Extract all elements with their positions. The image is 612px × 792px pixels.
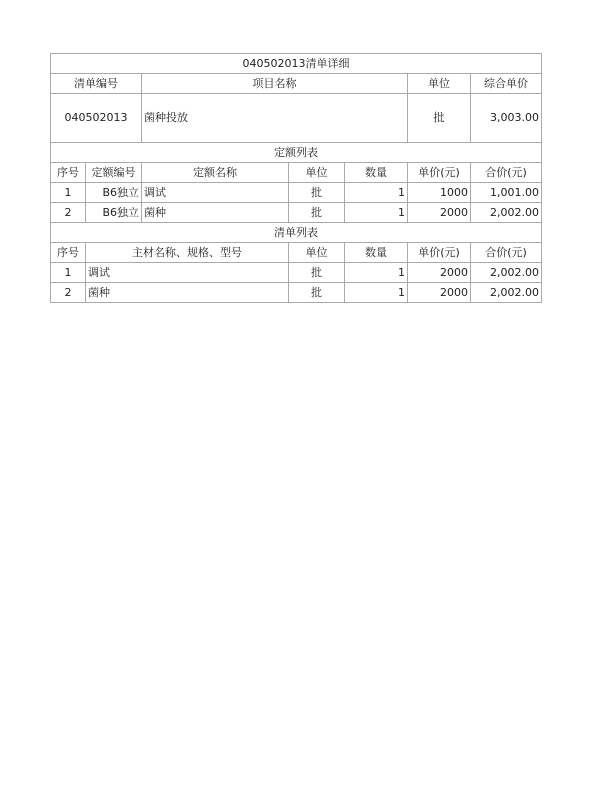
quota-header-qty: 数量 — [345, 163, 408, 183]
table-row — [51, 283, 542, 303]
quota-unit: 批 — [289, 183, 345, 203]
materials-header-seq: 序号 — [51, 243, 86, 263]
quota-total: 2,002.00 — [471, 203, 542, 223]
quota-name: 菌种 — [142, 203, 289, 223]
materials-header-name: 主材名称、规格、型号 — [86, 243, 289, 263]
header-unit: 单位 — [408, 74, 471, 94]
quota-price: 1000 — [408, 183, 471, 203]
materials-header-qty: 数量 — [345, 243, 408, 263]
header-item-name: 项目名称 — [142, 74, 408, 94]
bill-header-row — [51, 74, 542, 94]
quota-header-price: 单价(元) — [408, 163, 471, 183]
material-name: 菌种 — [86, 283, 289, 303]
material-unit: 批 — [289, 263, 345, 283]
table-row — [51, 263, 542, 283]
quota-section-row — [51, 143, 542, 163]
material-qty: 1 — [345, 263, 408, 283]
material-unit: 批 — [289, 283, 345, 303]
material-name: 调试 — [86, 263, 289, 283]
material-total: 2,002.00 — [471, 263, 542, 283]
bill-name: 菌种投放 — [142, 94, 408, 143]
quota-name: 调试 — [142, 183, 289, 203]
materials-header-row — [51, 243, 542, 263]
quota-header-total: 合价(元) — [471, 163, 542, 183]
bill-unit-price: 3,003.00 — [471, 94, 542, 143]
quota-header-code: 定额编号 — [86, 163, 142, 183]
material-price: 2000 — [408, 283, 471, 303]
quota-seq: 1 — [51, 183, 86, 203]
quota-code: B6独立 — [86, 203, 142, 223]
bill-data-row — [51, 94, 542, 143]
quota-code: B6独立 — [86, 183, 142, 203]
quota-seq: 2 — [51, 203, 86, 223]
materials-section-row — [51, 223, 542, 243]
quota-qty: 1 — [345, 183, 408, 203]
bill-code: 040502013 — [51, 94, 142, 143]
material-qty: 1 — [345, 283, 408, 303]
quota-header-row — [51, 163, 542, 183]
title-row — [51, 54, 542, 74]
quota-qty: 1 — [345, 203, 408, 223]
quota-unit: 批 — [289, 203, 345, 223]
material-seq: 2 — [51, 283, 86, 303]
materials-header-unit: 单位 — [289, 243, 345, 263]
quota-header-unit: 单位 — [289, 163, 345, 183]
material-total: 2,002.00 — [471, 283, 542, 303]
bill-unit: 批 — [408, 94, 471, 143]
material-price: 2000 — [408, 263, 471, 283]
materials-header-total: 合价(元) — [471, 243, 542, 263]
page-title: 040502013清单详细 — [51, 54, 542, 74]
quota-section-title: 定额列表 — [51, 143, 542, 163]
header-bill-code: 清单编号 — [51, 74, 142, 94]
bill-detail-table — [50, 53, 542, 303]
materials-header-price: 单价(元) — [408, 243, 471, 263]
table-row — [51, 203, 542, 223]
quota-header-name: 定额名称 — [142, 163, 289, 183]
header-unit-price: 综合单价 — [471, 74, 542, 94]
quota-total: 1,001.00 — [471, 183, 542, 203]
quota-header-seq: 序号 — [51, 163, 86, 183]
material-seq: 1 — [51, 263, 86, 283]
table-row — [51, 183, 542, 203]
quota-price: 2000 — [408, 203, 471, 223]
materials-section-title: 清单列表 — [51, 223, 542, 243]
